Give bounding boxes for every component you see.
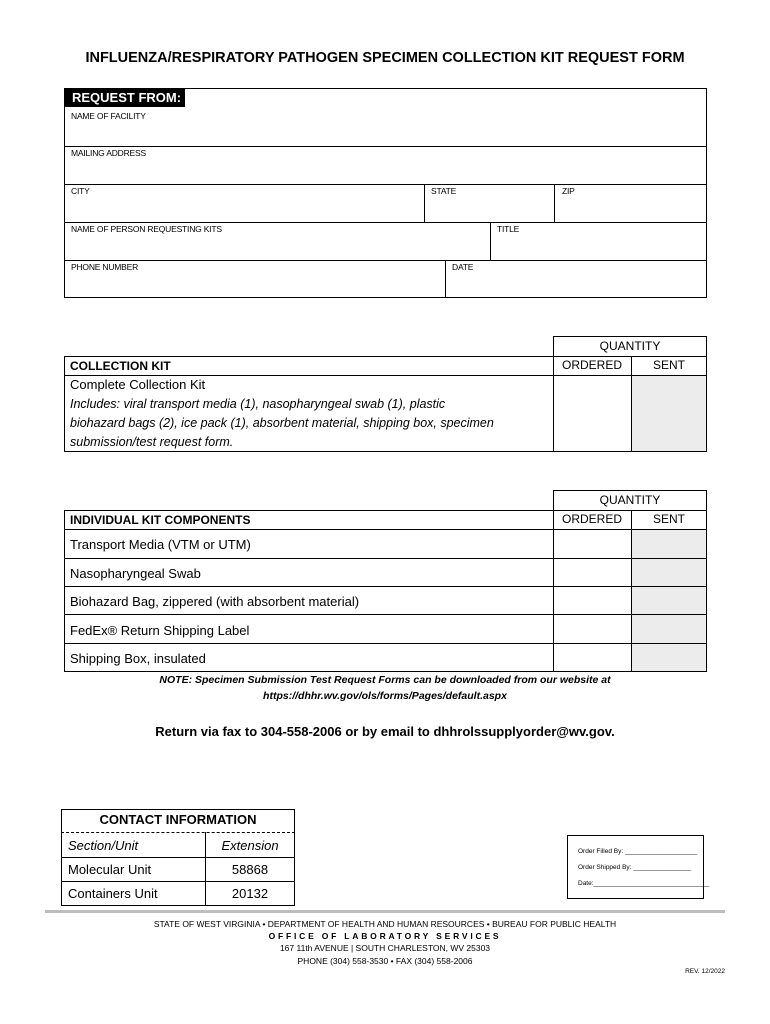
zip-field[interactable]: [555, 185, 707, 222]
return-instructions: Return via fax to 304-558-2006 or by email to dhhrolssupplyorder@wv.gov.: [155, 724, 615, 739]
revision-date: REV. 12/2022: [685, 968, 725, 975]
component-item: Transport Media (VTM or UTM): [70, 537, 251, 552]
collection-kit-sent-cell: [632, 376, 706, 451]
note-line-1: NOTE: Specimen Submission Test Request Forms can be downloaded from our website at: [159, 674, 611, 686]
city-field[interactable]: [64, 185, 424, 222]
component-sent-cell: [632, 530, 706, 558]
order-date: Date:________________________________: [578, 880, 710, 887]
component-item: Biohazard Bag, zippered (with absorbent material): [70, 594, 360, 609]
contact-heading: CONTACT INFORMATION: [99, 812, 257, 827]
component-ordered-cell[interactable]: [554, 615, 631, 643]
zip-label: ZIP: [562, 186, 575, 196]
contact-unit: Containers Unit: [68, 886, 158, 901]
contact-extension: 20132: [231, 886, 269, 901]
contact-extension: 58868: [231, 862, 269, 877]
component-item: FedEx® Return Shipping Label: [70, 623, 250, 638]
mailing-address-field[interactable]: [64, 147, 707, 184]
state-field[interactable]: [425, 185, 554, 222]
request-from-heading: REQUEST FROM:: [64, 88, 185, 107]
footer-phone-fax: PHONE (304) 558-3530 • FAX (304) 558-2006: [297, 956, 473, 966]
component-ordered-cell[interactable]: [554, 559, 631, 586]
mailing-address-label: MAILING ADDRESS: [71, 148, 146, 158]
components-ordered-label: ORDERED: [561, 512, 622, 526]
order-shipped-by: Order Shipped By: ________________: [578, 864, 692, 871]
footer-office: OFFICE OF LABORATORY SERVICES: [268, 931, 502, 941]
component-item: Shipping Box, insulated: [70, 651, 206, 666]
collection-ordered-label: ORDERED: [561, 358, 622, 372]
footer-divider: [45, 910, 725, 913]
date-label: DATE: [452, 262, 474, 272]
requester-field[interactable]: [64, 223, 490, 260]
contact-col-unit: Section/Unit: [68, 838, 139, 853]
component-ordered-cell[interactable]: [554, 644, 631, 671]
contact-unit: Molecular Unit: [68, 862, 152, 877]
download-link[interactable]: https://dhhr.wv.gov/ols/forms/Pages/default.aspx: [263, 690, 507, 702]
office-use-box: [567, 835, 710, 899]
collection-kit-includes-1: Includes: viral transport media (1), nasopharyngeal swab (1), plastic: [70, 397, 446, 411]
phone-field[interactable]: [64, 261, 445, 298]
order-filled-by: Order Filled By: ____________________: [578, 848, 698, 855]
collection-kit-ordered-cell[interactable]: [554, 376, 631, 451]
components-quantity-label: QUANTITY: [599, 493, 661, 507]
component-ordered-cell[interactable]: [554, 587, 631, 614]
component-sent-cell: [632, 559, 706, 586]
collection-kit-includes-3: submission/test request form.: [70, 435, 234, 449]
component-sent-cell: [632, 644, 706, 671]
components-heading: INDIVIDUAL KIT COMPONENTS: [70, 513, 251, 527]
collection-sent-label: SENT: [652, 358, 685, 372]
state-label: STATE: [431, 186, 457, 196]
form-title: INFLUENZA/RESPIRATORY PATHOGEN SPECIMEN COLLECTION KIT REQUEST FORM: [85, 50, 685, 66]
footer-address: 167 11th AVENUE | SOUTH CHARLESTON, WV 25303: [279, 943, 491, 953]
contact-col-extension: Extension: [221, 838, 279, 853]
components-sent-label: SENT: [652, 512, 685, 526]
requester-label: NAME OF PERSON REQUESTING KITS: [71, 224, 222, 234]
component-sent-cell: [632, 615, 706, 643]
collection-kit-item: Complete Collection Kit: [70, 377, 206, 392]
title-field[interactable]: [491, 223, 707, 260]
collection-quantity-label: QUANTITY: [599, 339, 661, 353]
component-ordered-cell[interactable]: [554, 530, 631, 558]
phone-label: PHONE NUMBER: [71, 262, 139, 272]
facility-label: NAME OF FACILITY: [71, 111, 146, 121]
city-label: CITY: [71, 186, 90, 196]
collection-kit-heading: COLLECTION KIT: [70, 359, 171, 373]
component-sent-cell: [632, 587, 706, 614]
footer-agency: STATE OF WEST VIRGINIA • DEPARTMENT OF HEALTH AND HUMAN RESOURCES • BUREAU FOR PUBLIC HEALTH: [153, 919, 617, 929]
component-item: Nasopharyngeal Swab: [70, 566, 201, 581]
title-label: TITLE: [497, 224, 520, 234]
facility-field[interactable]: [64, 108, 707, 146]
date-field[interactable]: [446, 261, 707, 298]
collection-kit-includes-2: biohazard bags (2), ice pack (1), absorbent material, shipping box, specimen: [70, 416, 494, 430]
